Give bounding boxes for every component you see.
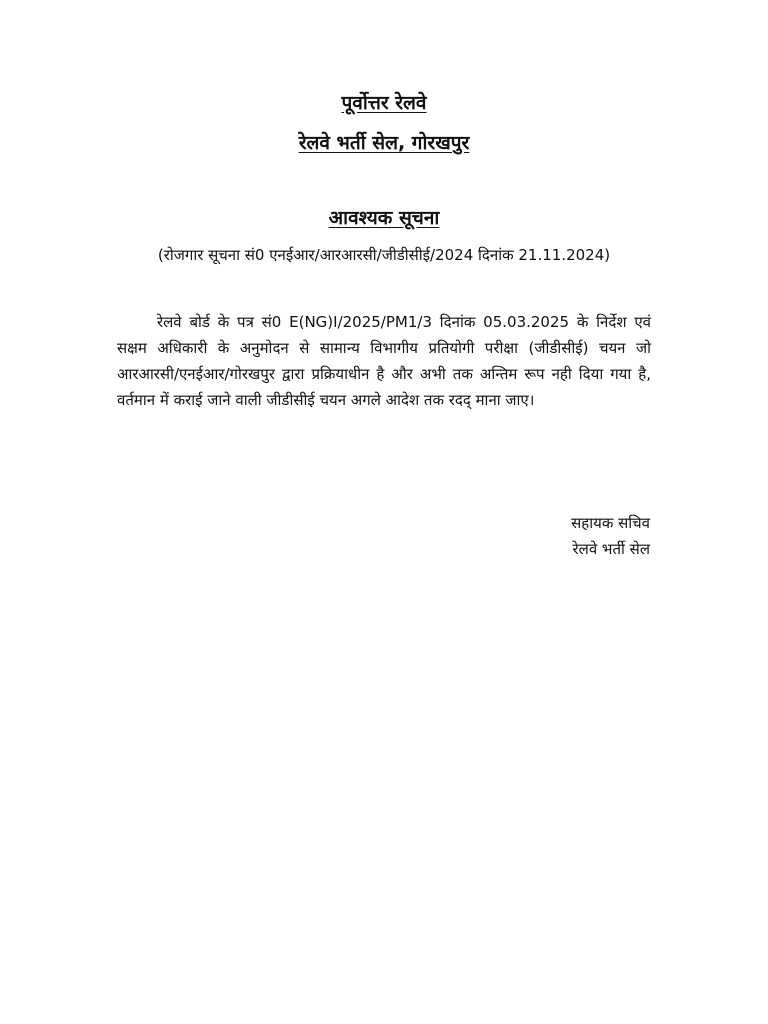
signatory-office: रेलवे भर्ती सेल	[572, 540, 650, 558]
notice-title: आवश्यक सूचना	[328, 207, 440, 229]
signatory-designation: सहायक सचिव	[571, 514, 650, 532]
office-title: रेलवे भर्ती सेल, गोरखपुर	[298, 132, 470, 154]
org-title: पूर्वोत्तर रेलवे	[341, 92, 427, 114]
notice-body: रेलवे बोर्ड के पत्र सं0 E(NG)I/2025/PM1/3 दिनांक 05.03.2025 के निर्देश एवं सक्षम अधिकारी के अनुमोदन से सामान्य विभागीय प्रतियोगी परीक्षा (जीडीसीई) चयन जो आरआरसी/एनईआर/गोरखपुर द्वारा प्रक्रियाधीन है और अभी तक अन्तिम रूप नही दिया गया है, वर्तमान में कराई जाने वाली जीडीसीई चयन अगले आदेश तक रदद् माना जाए।	[117, 313, 651, 409]
notice-reference: (रोजगार सूचना सं0 एनईआर/आरआरसी/जीडीसीई/2024 दिनांक 21.11.2024)	[157, 246, 611, 264]
